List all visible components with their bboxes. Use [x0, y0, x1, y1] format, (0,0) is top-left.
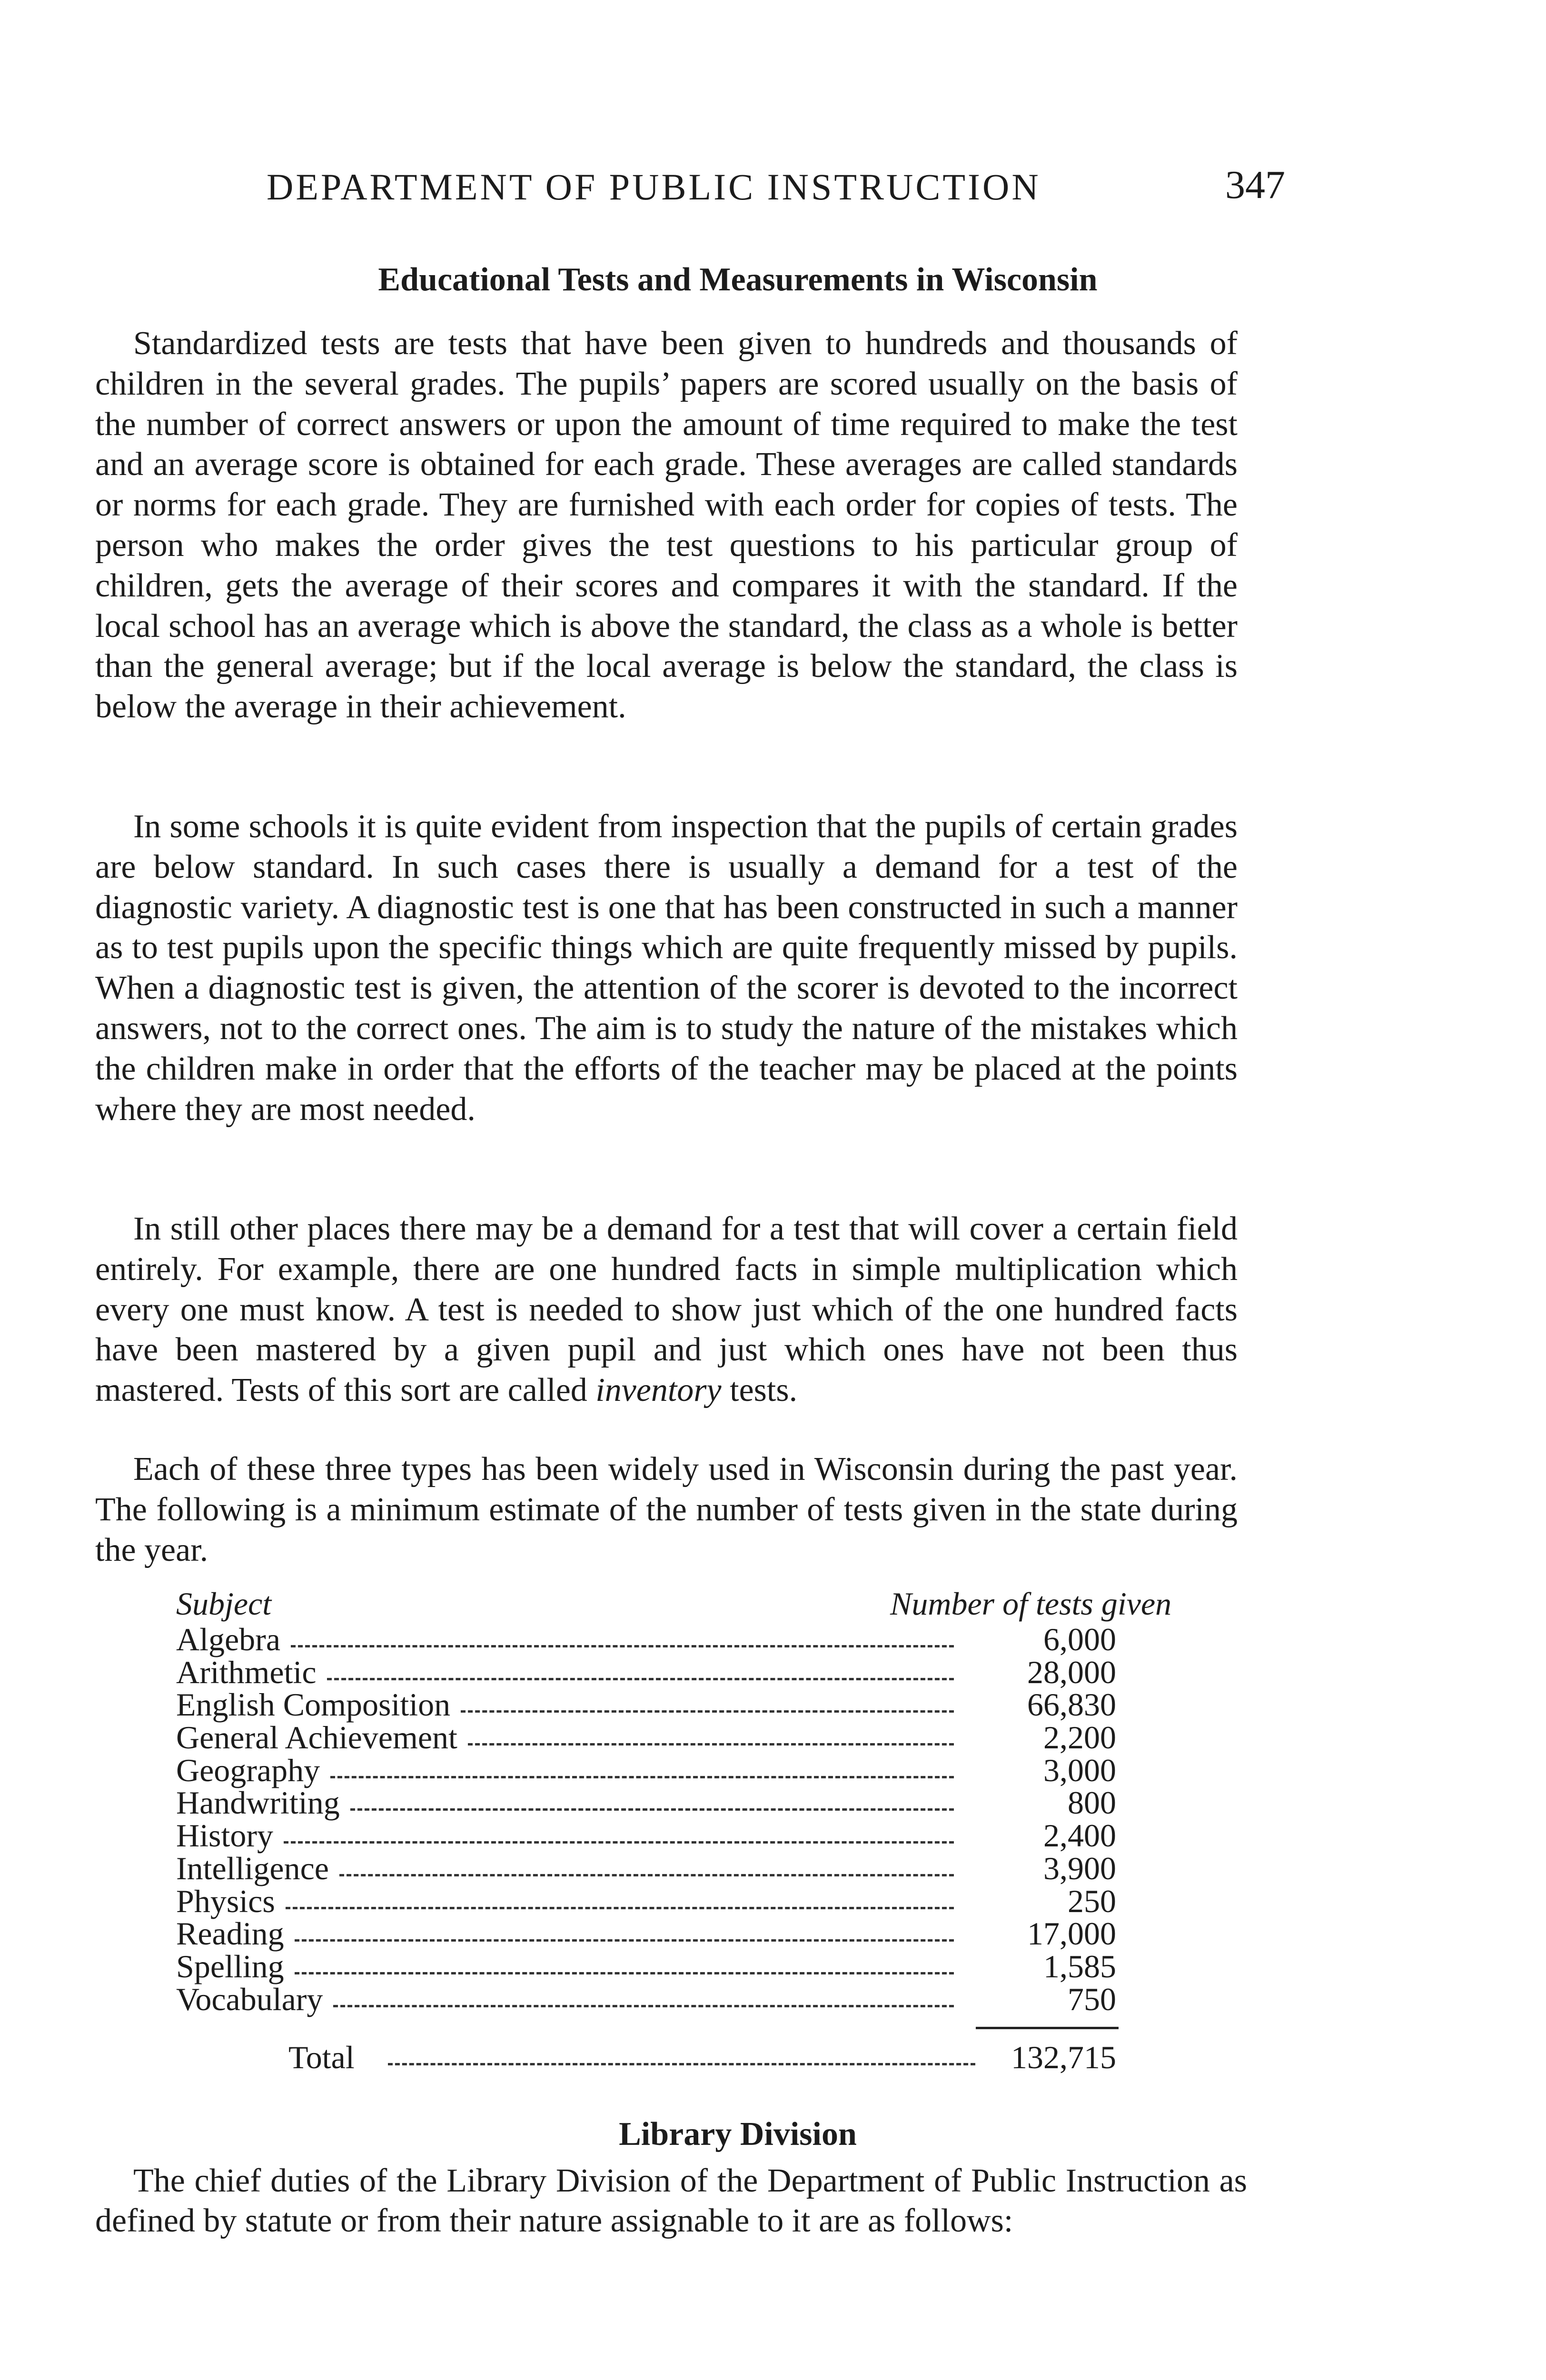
tests-table [176, 1585, 1252, 2075]
dot-leader [295, 1972, 954, 1974]
count-cell: 6,000 [1043, 1621, 1116, 1657]
subject-cell: Physics [176, 1883, 275, 1919]
count-cell: 250 [1068, 1883, 1116, 1919]
subject-cell: Arithmetic [176, 1654, 317, 1690]
count-cell: 17,000 [1027, 1915, 1116, 1952]
dot-leader [388, 2063, 975, 2065]
count-cell: 3,900 [1043, 1850, 1116, 1886]
subject-cell: General Achievement [176, 1719, 457, 1756]
dot-leader [295, 1939, 954, 1942]
count-cell: 1,585 [1043, 1948, 1116, 1984]
subject-cell: Algebra [176, 1621, 281, 1657]
dot-leader [339, 1874, 954, 1876]
paragraph-inventory-tail: tests. [730, 1372, 798, 1409]
column-header-subject: Subject [176, 1586, 272, 1622]
table-row [176, 1786, 1116, 1819]
section-title-tests: Educational Tests and Measurements in Wisconsin [378, 261, 1098, 298]
paragraph-inventory-text: In still other places there may be a demand for a test that will cover a certain field entirely. For example, there are one hundred facts in simple multiplication which every one must know. A test is needed to show just which of the one hundred facts have been mastered by a given pupil and just which ones have not been thus mastered. Tests of this sort are called [95, 1210, 1238, 1409]
inventory-term: inventory [595, 1372, 722, 1409]
dot-leader [333, 2005, 954, 2007]
subject-cell: Handwriting [176, 1785, 340, 1821]
dot-leader [468, 1743, 954, 1745]
paragraph-standardized-tests: Standardized tests are tests that have been given to hundreds and thousands of children in the several grades. The pupils’ papers are scored usually on the basis of the number of correct answers or upon the amount of time required to make the test and an average score is obtained for each grade. These averages are called standards or norms for each grade. They are furnished with each order for copies of tests. The person who makes the order gives the test questions to his particular group of children, gets the average of their scores and compares it with the standard. If the local school has an average which is above the standard, the class as a whole is better than the general average; but if the local average is below the standard, the class is below the average in their achievement. [95, 325, 1238, 725]
table-row [176, 1983, 1116, 2016]
table-row [176, 1950, 1116, 1983]
paragraph-inventory-tests [95, 1209, 1238, 1411]
dot-leader [291, 1645, 954, 1647]
section-title-library: Library Division [619, 2116, 857, 2152]
paragraph-three-types: Each of these three types has been widely used in Wisconsin during the past year. The following is a minimum estimate of the number of tests given in the state during the year. [95, 1451, 1238, 1568]
paragraph-diagnostic-tests: In some schools it is quite evident from inspection that the pupils of certain grades are below standard. In such cases there is usually a demand for a test of the diagnostic variety. A diagnostic test is one that has been constructed in such a manner as to test pupils upon the specific things which are quite frequently missed by pupils. When a diagnostic test is given, the attention of the scorer is devoted to the incorrect answers, not to the correct ones. The aim is to study the nature of the mistakes which the children make in order that the efforts of the teacher may be placed at the points where they are most needed. [95, 808, 1238, 1128]
count-cell: 2,200 [1043, 1719, 1116, 1756]
table-row [176, 1754, 1116, 1787]
dot-leader [286, 1907, 954, 1909]
total-label: Total [288, 2039, 355, 2075]
total-row [288, 2040, 1116, 2074]
count-cell: 2,400 [1043, 1817, 1116, 1854]
page-number: 347 [1225, 163, 1285, 207]
total-rule [976, 2027, 1119, 2029]
subject-cell: Geography [176, 1752, 320, 1788]
subject-cell: Vocabulary [176, 1981, 323, 2017]
running-head: DEPARTMENT OF PUBLIC INSTRUCTION [267, 166, 1041, 208]
subject-cell: Reading [176, 1915, 284, 1952]
table-rows [176, 1623, 1116, 2015]
count-cell: 28,000 [1027, 1654, 1116, 1690]
paragraph-library-duties: The chief duties of the Library Division of the Department of Public Instruction as defined by statute or from their nature assignable to it are as follows: [95, 2162, 1247, 2239]
dot-leader [350, 1808, 954, 1811]
subject-cell: English Composition [176, 1686, 451, 1723]
subject-cell: History [176, 1817, 273, 1854]
table-row [176, 1688, 1116, 1721]
subject-cell: Intelligence [176, 1850, 329, 1886]
count-cell: 66,830 [1027, 1686, 1116, 1723]
table-row [176, 1623, 1116, 1656]
total-value: 132,715 [1011, 2039, 1116, 2075]
table-row [176, 1721, 1116, 1754]
count-cell: 750 [1068, 1981, 1116, 2017]
dot-leader [330, 1776, 954, 1778]
table-header [176, 1585, 1252, 1623]
table-row [176, 1656, 1116, 1689]
subject-cell: Spelling [176, 1948, 284, 1984]
dot-leader [327, 1678, 954, 1680]
table-row [176, 1852, 1116, 1885]
count-cell: 3,000 [1043, 1752, 1116, 1788]
dot-leader [461, 1710, 954, 1713]
column-header-count: Number of tests given [890, 1586, 1172, 1622]
table-row [176, 1819, 1116, 1852]
dot-leader [284, 1841, 954, 1844]
count-cell: 800 [1068, 1785, 1116, 1821]
table-row [176, 1885, 1116, 1918]
table-row [176, 1917, 1116, 1950]
